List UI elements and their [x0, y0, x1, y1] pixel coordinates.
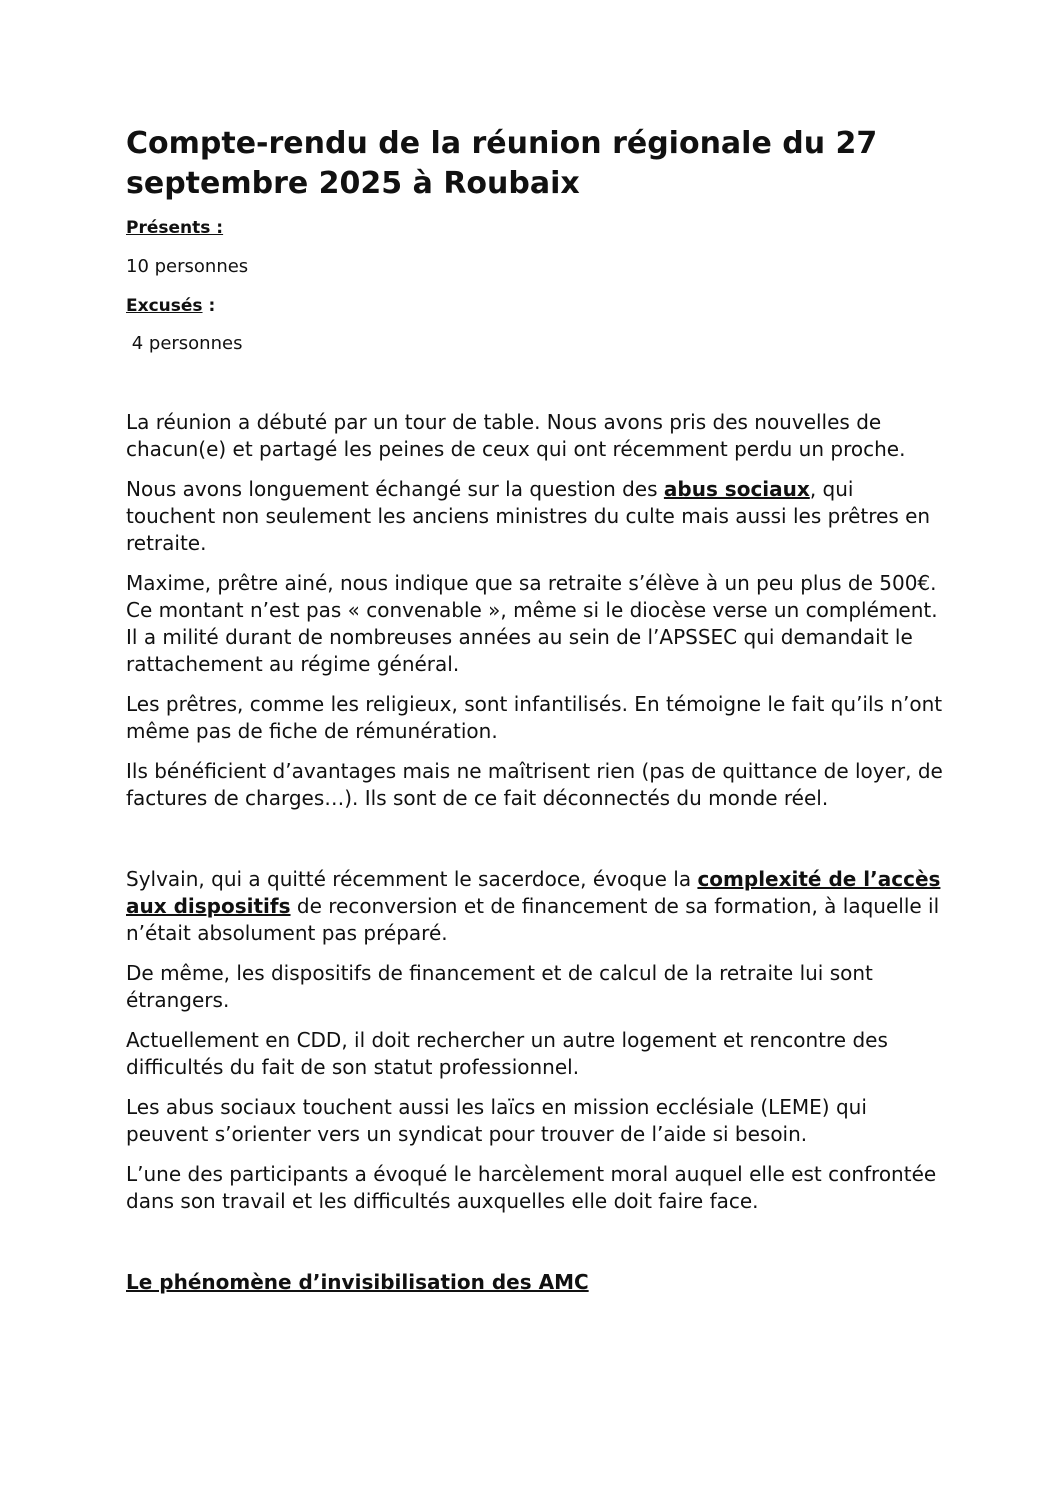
paragraph-8: Actuellement en CDD, il doit rechercher un autre logement et rencontre des difficultés du fait de son statut professionnel. — [126, 1028, 888, 1079]
paragraph-6-after: de reconversion et de financement de sa formation, à laquelle il n’était absolument pas préparé. — [126, 894, 940, 945]
presents-label: Présents : — [126, 218, 224, 238]
presents-value: 10 personnes — [126, 256, 249, 277]
excuses-label: Excusés — [126, 296, 203, 316]
complexite-acces-highlight: complexité de l’accès aux dispositifs — [126, 867, 941, 918]
paragraph-1: La réunion a débuté par un tour de table. Nous avons pris des nouvelles de chacun(e) et partagé les peines de ceux qui ont récemment perdu un proche. — [126, 410, 906, 461]
paragraph-3: Maxime, prêtre ainé, nous indique que sa retraite s’élève à un peu plus de 500€. Ce montant n’est pas « convenable », même si le diocèse verse un complément. Il a milité durant de nombreuses années au sein de l’APSSEC qui demandait le rattachement au régime général. — [126, 571, 938, 676]
paragraph-5: Ils bénéficient d’avantages mais ne maîtrisent rien (pas de quittance de loyer, de factures de charges…). Ils sont de ce fait déconnectés du monde réel. — [126, 759, 943, 810]
paragraph-2 — [126, 476, 946, 557]
paragraph-6-before: Sylvain, qui a quitté récemment le sacerdoce, évoque la — [126, 867, 698, 891]
abus-sociaux-highlight: abus sociaux — [663, 477, 810, 501]
paragraph-2-after: , qui touchent non seulement les anciens ministres du culte mais aussi les prêtres en retraite. — [126, 477, 931, 555]
paragraph-2-before: Nous avons longuement échangé sur la question des — [126, 477, 664, 501]
excuses-label-line — [126, 294, 946, 318]
excuses-value: 4 personnes — [126, 333, 243, 354]
paragraph-4: Les prêtres, comme les religieux, sont infantilisés. En témoigne le fait qu’ils n’ont même pas de fiche de rémunération. — [126, 692, 943, 743]
paragraph-6 — [126, 866, 946, 947]
document-title: Compte-rendu de la réunion régionale du 27 septembre 2025 à Roubaix — [126, 126, 878, 201]
paragraph-7: De même, les dispositifs de financement et de calcul de la retraite lui sont étrangers. — [126, 961, 873, 1012]
section-heading-invisibilisation: Le phénomène d’invisibilisation des AMC — [126, 1270, 589, 1294]
excuses-colon: : — [202, 296, 216, 316]
paragraph-9: Les abus sociaux touchent aussi les laïcs en mission ecclésiale (LEME) qui peuvent s’orienter vers un syndicat pour trouver de l’aide si besoin. — [126, 1095, 867, 1146]
presents-label-line — [126, 216, 946, 240]
document-page — [126, 124, 946, 1296]
paragraph-10: L’une des participants a évoqué le harcèlement moral auquel elle est confrontée dans son travail et les difficultés auxquelles elle doit faire face. — [126, 1162, 937, 1213]
